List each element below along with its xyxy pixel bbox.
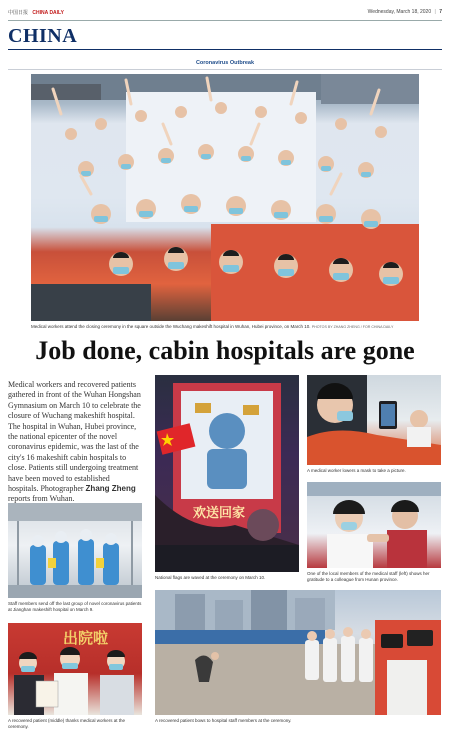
photo-patient-bows bbox=[155, 590, 441, 715]
intro-text: Medical workers and recovered patients gathered in front of the Wuhan Hongshan Gymnasium on March 10 to celebrate the closure of Wuchang makeshift hospital. The hospital in Wuhan, Hubei province, the national epicenter of the novel coronavirus epidemic, was the last of the city's 16 makeshift cabin hospitals to close. Patients still undergoing treatment have been moved to established hospitals. Photographer bbox=[8, 380, 141, 494]
headline: Job done, cabin hospitals are gone bbox=[35, 336, 415, 365]
masthead-left bbox=[8, 9, 64, 16]
section-rule bbox=[8, 49, 442, 50]
masthead bbox=[8, 9, 442, 19]
banner-text: 出院啦 bbox=[63, 629, 109, 647]
photo-jianghan-caption: Staff members send off the last group of novel coronavirus patients at Jianghan makeshift hospital on March 9. bbox=[8, 601, 142, 612]
photo-patient-thanks bbox=[8, 623, 142, 715]
crowd-illustration bbox=[31, 74, 419, 321]
intro-paragraph bbox=[8, 380, 141, 505]
masthead-right: Wednesday, March 18, 2020 | 7 bbox=[367, 9, 442, 15]
kicker-rule bbox=[8, 69, 442, 70]
poster-text: 欢送回家 bbox=[193, 506, 246, 521]
top-rule bbox=[8, 20, 442, 21]
kicker: Coronavirus Outbreak bbox=[195, 60, 255, 66]
patient-thanks-illustration bbox=[8, 623, 142, 715]
photo-jianghan bbox=[8, 503, 142, 598]
photo-patient-bows-caption: A recovered patient bows to hospital staff members at the ceremony. bbox=[155, 718, 292, 723]
main-caption-text: Medical workers attend the closing ceremony in the square outside the Wuchang makeshift hospital in Wuhan, Hubei province, on March 10. bbox=[31, 324, 311, 329]
section-title: CHINA bbox=[8, 25, 78, 47]
page-label: 中国日报 bbox=[8, 10, 29, 16]
mask-picture-illustration bbox=[307, 375, 441, 465]
photo-patient-thanks-caption: A recovered patient (middle) thanks medical workers at the ceremony. bbox=[8, 718, 126, 729]
gratitude-illustration bbox=[307, 482, 441, 568]
page-number: 7 bbox=[439, 9, 442, 15]
jianghan-illustration bbox=[8, 503, 142, 598]
issue-date: Wednesday, March 18, 2020 bbox=[367, 9, 432, 15]
photo-credit: PHOTOS BY ZHANG ZHENG / FOR CHINA DAILY bbox=[311, 325, 394, 329]
paper-name: CHINA DAILY bbox=[32, 10, 64, 16]
main-photo-caption bbox=[31, 324, 419, 331]
photo-gratitude bbox=[307, 482, 441, 568]
flags-illustration bbox=[155, 375, 299, 572]
photo-mask-picture-caption: A medical worker lowers a mask to take a picture. bbox=[307, 468, 406, 473]
photo-flags bbox=[155, 375, 299, 572]
photo-mask-picture bbox=[307, 375, 441, 465]
patient-bows-illustration bbox=[155, 590, 441, 715]
intro-text-end: reports from Wuhan. bbox=[8, 494, 75, 504]
photo-gratitude-caption: One of the local members of the medical staff (left) shows her gratitude to a colleague from Hunan province. bbox=[307, 571, 430, 582]
photo-flags-caption: National flags are waved at the ceremony on March 10. bbox=[155, 575, 266, 580]
photographer-name: Zhang Zheng bbox=[85, 484, 136, 494]
main-photo bbox=[31, 74, 419, 321]
